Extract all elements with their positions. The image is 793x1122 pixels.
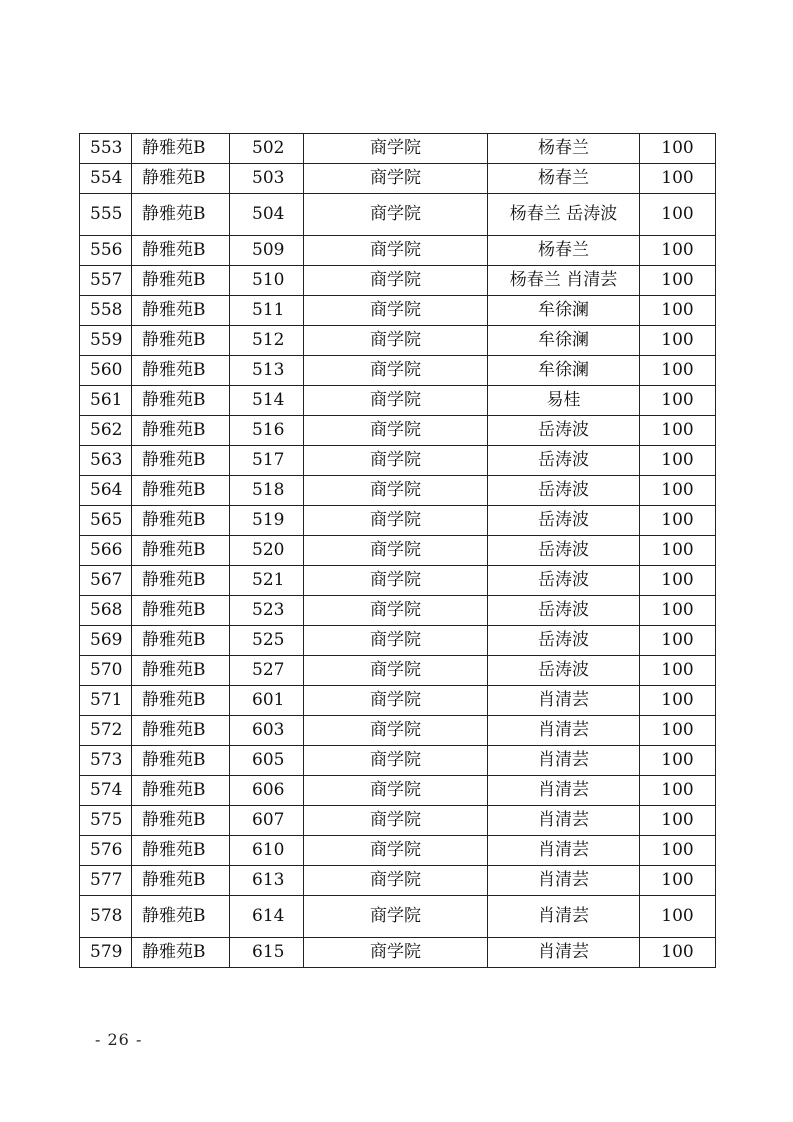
cell-teacher: 肖清芸 [488, 896, 640, 938]
cell-building: 静雅苑B [132, 506, 230, 536]
cell-building: 静雅苑B [132, 566, 230, 596]
cell-building: 静雅苑B [132, 416, 230, 446]
cell-score: 100 [640, 938, 716, 968]
table-row [80, 194, 716, 236]
cell-room-number: 603 [230, 716, 304, 746]
cell-room-number: 519 [230, 506, 304, 536]
cell-serial-number: 571 [80, 686, 132, 716]
cell-teacher: 肖清芸 [488, 836, 640, 866]
cell-college: 商学院 [304, 656, 488, 686]
cell-score: 100 [640, 476, 716, 506]
cell-room-number: 523 [230, 596, 304, 626]
table-row [80, 596, 716, 626]
table-row [80, 938, 716, 968]
cell-teacher: 杨春兰 [488, 134, 640, 164]
cell-teacher: 牟徐澜 [488, 326, 640, 356]
cell-score: 100 [640, 776, 716, 806]
cell-building: 静雅苑B [132, 776, 230, 806]
cell-teacher: 杨春兰 [488, 236, 640, 266]
cell-score: 100 [640, 836, 716, 866]
cell-college: 商学院 [304, 164, 488, 194]
cell-college: 商学院 [304, 896, 488, 938]
cell-college: 商学院 [304, 596, 488, 626]
cell-room-number: 521 [230, 566, 304, 596]
cell-room-number: 613 [230, 866, 304, 896]
cell-score: 100 [640, 266, 716, 296]
cell-score: 100 [640, 164, 716, 194]
cell-serial-number: 574 [80, 776, 132, 806]
cell-room-number: 512 [230, 326, 304, 356]
inspection-table [79, 133, 716, 968]
cell-building: 静雅苑B [132, 134, 230, 164]
cell-serial-number: 573 [80, 746, 132, 776]
cell-serial-number: 565 [80, 506, 132, 536]
cell-room-number: 516 [230, 416, 304, 446]
table-row [80, 386, 716, 416]
cell-serial-number: 558 [80, 296, 132, 326]
cell-teacher: 岳涛波 [488, 626, 640, 656]
cell-serial-number: 553 [80, 134, 132, 164]
cell-serial-number: 569 [80, 626, 132, 656]
cell-serial-number: 566 [80, 536, 132, 566]
cell-score: 100 [640, 326, 716, 356]
table-row [80, 836, 716, 866]
cell-serial-number: 556 [80, 236, 132, 266]
cell-building: 静雅苑B [132, 866, 230, 896]
cell-serial-number: 560 [80, 356, 132, 386]
cell-building: 静雅苑B [132, 938, 230, 968]
cell-college: 商学院 [304, 938, 488, 968]
table-row [80, 266, 716, 296]
cell-room-number: 503 [230, 164, 304, 194]
table-row [80, 536, 716, 566]
cell-college: 商学院 [304, 446, 488, 476]
table-row [80, 566, 716, 596]
cell-college: 商学院 [304, 134, 488, 164]
cell-room-number: 510 [230, 266, 304, 296]
table-row [80, 326, 716, 356]
table-row [80, 716, 716, 746]
cell-teacher: 肖清芸 [488, 806, 640, 836]
cell-serial-number: 559 [80, 326, 132, 356]
cell-college: 商学院 [304, 476, 488, 506]
cell-teacher: 杨春兰 肖清芸 [488, 266, 640, 296]
cell-building: 静雅苑B [132, 746, 230, 776]
table-row [80, 806, 716, 836]
table-row [80, 476, 716, 506]
cell-score: 100 [640, 446, 716, 476]
cell-score: 100 [640, 656, 716, 686]
cell-teacher: 岳涛波 [488, 446, 640, 476]
cell-score: 100 [640, 416, 716, 446]
cell-building: 静雅苑B [132, 656, 230, 686]
table-row [80, 164, 716, 194]
cell-college: 商学院 [304, 806, 488, 836]
cell-college: 商学院 [304, 866, 488, 896]
table-row [80, 446, 716, 476]
cell-college: 商学院 [304, 416, 488, 446]
cell-serial-number: 564 [80, 476, 132, 506]
cell-building: 静雅苑B [132, 164, 230, 194]
cell-teacher: 肖清芸 [488, 686, 640, 716]
cell-serial-number: 562 [80, 416, 132, 446]
cell-serial-number: 579 [80, 938, 132, 968]
cell-teacher: 肖清芸 [488, 746, 640, 776]
table-row [80, 746, 716, 776]
page-number: - 26 - [95, 1030, 143, 1049]
cell-teacher: 岳涛波 [488, 506, 640, 536]
cell-teacher: 岳涛波 [488, 536, 640, 566]
cell-college: 商学院 [304, 296, 488, 326]
cell-score: 100 [640, 806, 716, 836]
table-row [80, 506, 716, 536]
cell-room-number: 518 [230, 476, 304, 506]
cell-teacher: 岳涛波 [488, 566, 640, 596]
cell-serial-number: 557 [80, 266, 132, 296]
cell-building: 静雅苑B [132, 806, 230, 836]
cell-room-number: 514 [230, 386, 304, 416]
cell-building: 静雅苑B [132, 536, 230, 566]
cell-building: 静雅苑B [132, 236, 230, 266]
table-row [80, 296, 716, 326]
cell-score: 100 [640, 866, 716, 896]
cell-teacher: 肖清芸 [488, 938, 640, 968]
cell-serial-number: 577 [80, 866, 132, 896]
cell-building: 静雅苑B [132, 686, 230, 716]
cell-building: 静雅苑B [132, 596, 230, 626]
cell-room-number: 601 [230, 686, 304, 716]
table-row [80, 866, 716, 896]
table-row [80, 134, 716, 164]
table-row [80, 776, 716, 806]
cell-teacher: 肖清芸 [488, 866, 640, 896]
cell-room-number: 509 [230, 236, 304, 266]
cell-room-number: 513 [230, 356, 304, 386]
table-row [80, 416, 716, 446]
cell-serial-number: 561 [80, 386, 132, 416]
cell-serial-number: 567 [80, 566, 132, 596]
cell-college: 商学院 [304, 236, 488, 266]
cell-college: 商学院 [304, 506, 488, 536]
cell-college: 商学院 [304, 626, 488, 656]
cell-room-number: 511 [230, 296, 304, 326]
cell-room-number: 606 [230, 776, 304, 806]
cell-college: 商学院 [304, 326, 488, 356]
cell-building: 静雅苑B [132, 326, 230, 356]
cell-serial-number: 570 [80, 656, 132, 686]
cell-college: 商学院 [304, 776, 488, 806]
table-row [80, 356, 716, 386]
cell-serial-number: 555 [80, 194, 132, 236]
table-row [80, 656, 716, 686]
cell-college: 商学院 [304, 746, 488, 776]
cell-serial-number: 563 [80, 446, 132, 476]
cell-room-number: 605 [230, 746, 304, 776]
cell-score: 100 [640, 596, 716, 626]
cell-score: 100 [640, 746, 716, 776]
cell-building: 静雅苑B [132, 194, 230, 236]
cell-room-number: 610 [230, 836, 304, 866]
cell-teacher: 岳涛波 [488, 596, 640, 626]
cell-college: 商学院 [304, 356, 488, 386]
cell-serial-number: 578 [80, 896, 132, 938]
cell-score: 100 [640, 716, 716, 746]
cell-score: 100 [640, 896, 716, 938]
cell-serial-number: 554 [80, 164, 132, 194]
cell-building: 静雅苑B [132, 266, 230, 296]
cell-serial-number: 575 [80, 806, 132, 836]
cell-teacher: 岳涛波 [488, 416, 640, 446]
cell-building: 静雅苑B [132, 296, 230, 326]
cell-college: 商学院 [304, 686, 488, 716]
cell-building: 静雅苑B [132, 386, 230, 416]
cell-room-number: 607 [230, 806, 304, 836]
cell-building: 静雅苑B [132, 446, 230, 476]
table-row [80, 626, 716, 656]
cell-college: 商学院 [304, 836, 488, 866]
cell-score: 100 [640, 506, 716, 536]
cell-building: 静雅苑B [132, 836, 230, 866]
cell-teacher: 牟徐澜 [488, 356, 640, 386]
table-body [80, 134, 716, 968]
cell-score: 100 [640, 236, 716, 266]
cell-serial-number: 576 [80, 836, 132, 866]
cell-college: 商学院 [304, 266, 488, 296]
cell-serial-number: 568 [80, 596, 132, 626]
cell-building: 静雅苑B [132, 626, 230, 656]
cell-room-number: 614 [230, 896, 304, 938]
cell-room-number: 502 [230, 134, 304, 164]
cell-building: 静雅苑B [132, 716, 230, 746]
cell-college: 商学院 [304, 536, 488, 566]
cell-college: 商学院 [304, 566, 488, 596]
table-row [80, 896, 716, 938]
cell-score: 100 [640, 134, 716, 164]
cell-college: 商学院 [304, 194, 488, 236]
cell-teacher: 肖清芸 [488, 776, 640, 806]
cell-room-number: 525 [230, 626, 304, 656]
cell-score: 100 [640, 194, 716, 236]
cell-room-number: 527 [230, 656, 304, 686]
table-row [80, 236, 716, 266]
cell-score: 100 [640, 686, 716, 716]
cell-building: 静雅苑B [132, 896, 230, 938]
cell-teacher: 肖清芸 [488, 716, 640, 746]
cell-score: 100 [640, 386, 716, 416]
cell-score: 100 [640, 536, 716, 566]
cell-room-number: 615 [230, 938, 304, 968]
cell-room-number: 520 [230, 536, 304, 566]
cell-teacher: 杨春兰 岳涛波 [488, 194, 640, 236]
cell-teacher: 岳涛波 [488, 476, 640, 506]
cell-teacher: 杨春兰 [488, 164, 640, 194]
cell-building: 静雅苑B [132, 356, 230, 386]
cell-college: 商学院 [304, 386, 488, 416]
cell-score: 100 [640, 626, 716, 656]
cell-score: 100 [640, 566, 716, 596]
cell-teacher: 牟徐澜 [488, 296, 640, 326]
table-row [80, 686, 716, 716]
cell-score: 100 [640, 296, 716, 326]
cell-teacher: 易桂 [488, 386, 640, 416]
cell-room-number: 504 [230, 194, 304, 236]
cell-college: 商学院 [304, 716, 488, 746]
cell-teacher: 岳涛波 [488, 656, 640, 686]
cell-room-number: 517 [230, 446, 304, 476]
cell-serial-number: 572 [80, 716, 132, 746]
cell-building: 静雅苑B [132, 476, 230, 506]
cell-score: 100 [640, 356, 716, 386]
